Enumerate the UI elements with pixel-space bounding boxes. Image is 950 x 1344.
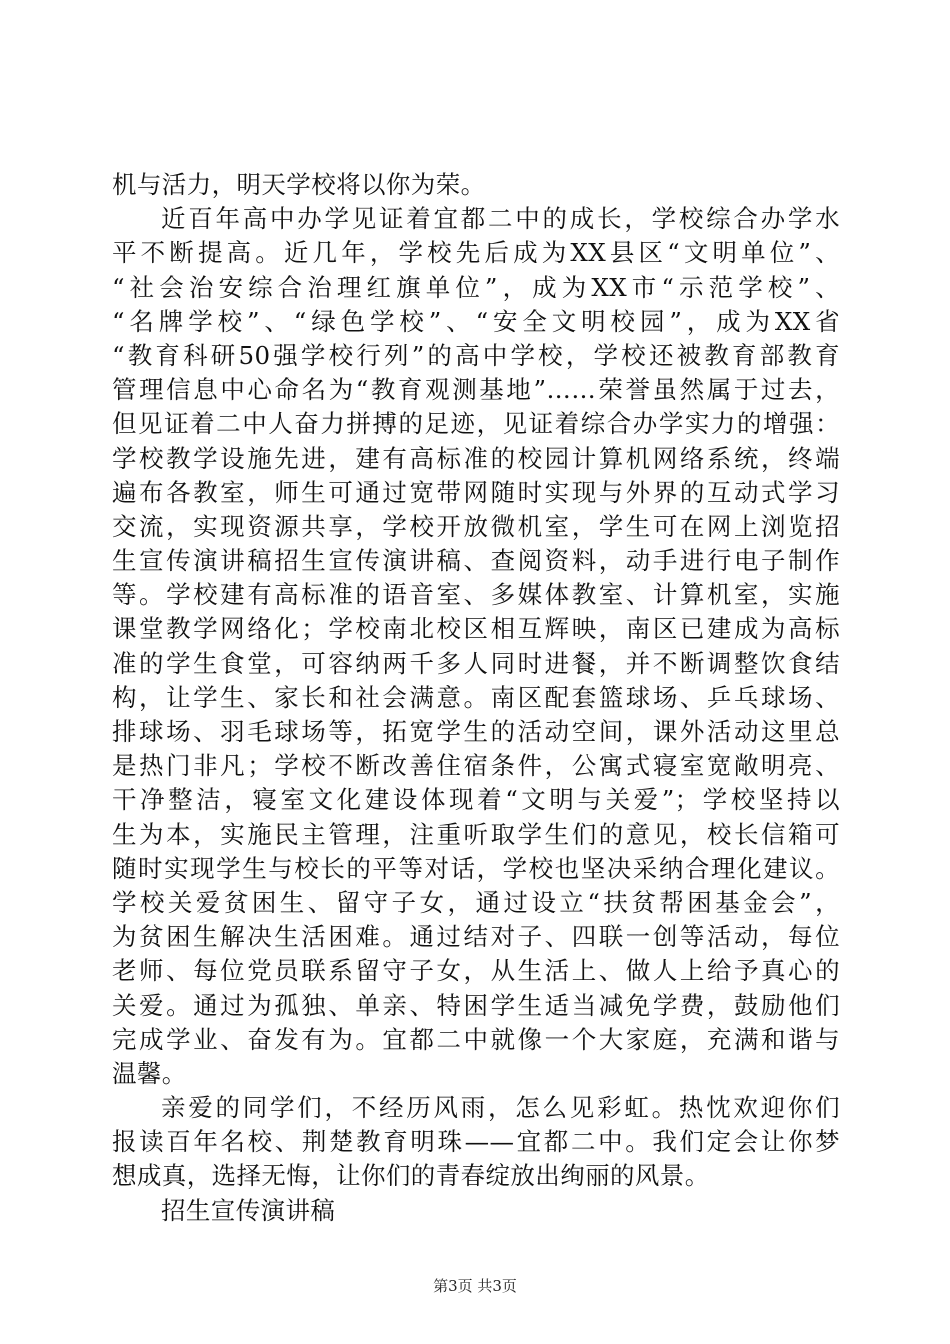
paragraph: [112, 1091, 840, 1194]
text-line: 随时实现学生与校长的平等对话，学校也坚决采纳合理化建议。: [112, 853, 840, 883]
text-line: 是热门非凡；学校不断改善住宿条件，公寓式寝室宽敞明亮、: [112, 751, 840, 781]
text-line: 完成学业、奋发有为。宜都二中就像一个大家庭，充满和谐与: [112, 1024, 840, 1054]
paragraph: [112, 1194, 840, 1228]
text-line: 近百年高中办学见证着宜都二中的成长，学校综合办学水: [161, 204, 840, 234]
text-line: “名牌学校”、“绿色学校”、“安全文明校园”，成为XX省: [112, 306, 840, 336]
text-line: 招生宣传演讲稿: [161, 1195, 336, 1225]
text-line: 机与活力，明天学校将以你为荣。: [112, 170, 486, 199]
text-line: 报读百年名校、荆楚教育明珠——宜都二中。我们定会让你梦: [112, 1127, 840, 1157]
text-line: 老师、每位党员联系留守子女，从生活上、做人上给予真心的: [112, 956, 840, 986]
text-line: 亲爱的同学们，不经历风雨，怎么见彩虹。热忱欢迎你们: [161, 1093, 840, 1123]
text-line: 准的学生食堂，可容纳两千多人同时进餐，并不断调整饮食结: [112, 648, 840, 678]
text-line: 但见证着二中人奋力拼搏的足迹，见证着综合办学实力的增强：: [112, 409, 840, 439]
text-line: 平不断提高。近几年，学校先后成为XX县区“文明单位”、: [112, 238, 840, 268]
text-line: 课堂教学网络化；学校南北校区相互辉映，南区已建成为高标: [112, 614, 840, 644]
text-line: 想成真，选择无悔，让你们的青春绽放出绚丽的风景。: [112, 1161, 710, 1191]
paragraph: [112, 168, 840, 202]
page-footer: 第3页 共3页: [433, 1277, 517, 1295]
paragraph: [112, 202, 840, 1091]
text-line: 为贫困生解决生活困难。通过结对子、四联一创等活动，每位: [112, 922, 840, 952]
text-line: “教育科研50强学校行列”的高中学校，学校还被教育部教育: [112, 340, 840, 370]
text-line: 干净整洁，寝室文化建设体现着“文明与关爱”；学校坚持以: [112, 785, 840, 815]
text-line: 生为本，实施民主管理，注重听取学生们的意见，校长信箱可: [112, 819, 840, 849]
text-line: 构，让学生、家长和社会满意。南区配套篮球场、乒乓球场、: [112, 682, 840, 712]
text-line: 温馨。: [112, 1058, 187, 1088]
text-line: 交流，实现资源共享，学校开放微机室，学生可在网上浏览招: [112, 511, 840, 541]
text-line: 等。学校建有高标准的语音室、多媒体教室、计算机室，实施: [112, 580, 840, 610]
text-line: 学校关爱贫困生、留守子女，通过设立“扶贫帮困基金会”，: [112, 887, 840, 917]
text-line: 关爱。通过为孤独、单亲、特困学生适当减免学费，鼓励他们: [112, 990, 840, 1020]
text-line: 管理信息中心命名为“教育观测基地”……荣誉虽然属于过去，: [112, 375, 840, 405]
text-line: 排球场、羽毛球场等，拓宽学生的活动空间，课外活动这里总: [112, 717, 840, 746]
body-text: [112, 168, 840, 1228]
text-line: 遍布各教室，师生可通过宽带网随时实现与外界的互动式学习: [112, 477, 840, 507]
text-line: “社会治安综合治理红旗单位”，成为XX市“示范学校”、: [112, 272, 840, 302]
text-line: 生宣传演讲稿招生宣传演讲稿、查阅资料，动手进行电子制作: [112, 546, 840, 576]
text-line: 学校教学设施先进，建有高标准的校园计算机网络系统，终端: [112, 443, 840, 473]
